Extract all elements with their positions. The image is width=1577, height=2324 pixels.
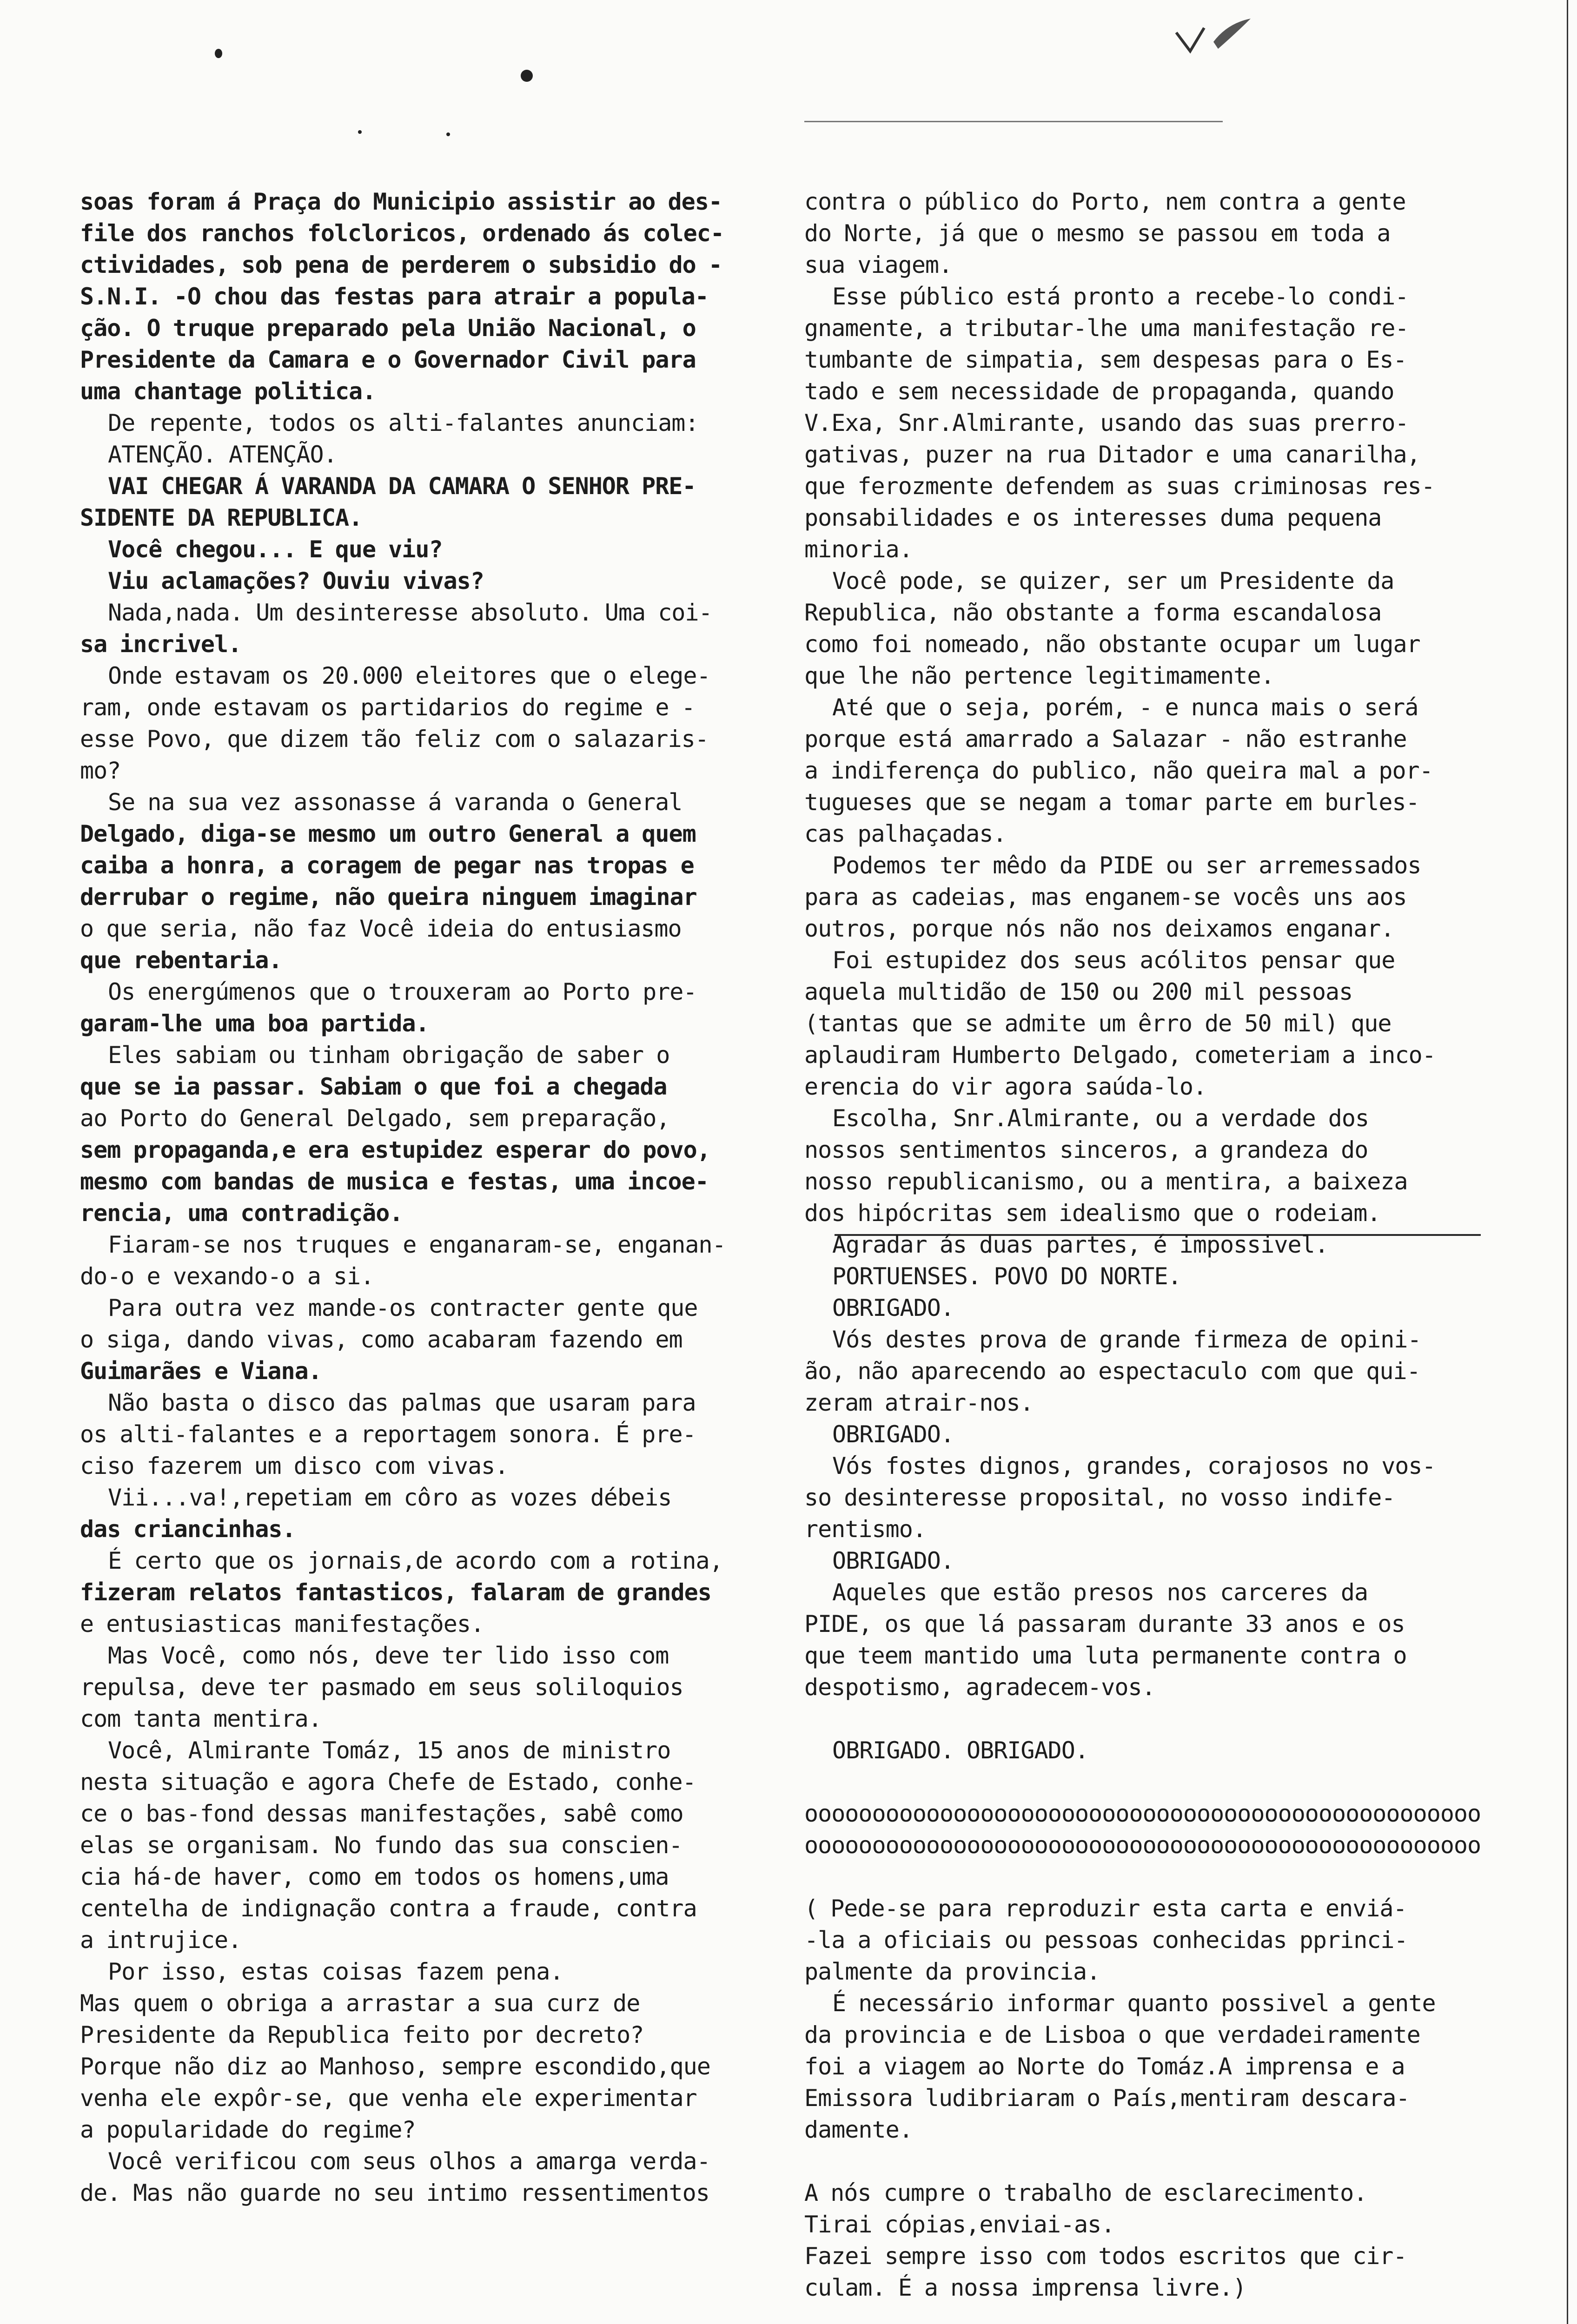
text-line: despotismo, agradecem-vos. (804, 1674, 1155, 1701)
text-line: Tirai cópias,enviai-as. (804, 2211, 1115, 2238)
text-line: De repente, todos os alti-falantes anunciam: (108, 409, 699, 436)
text-line: Nada,nada. Um desinteresse absoluto. Uma coi- (108, 599, 712, 626)
text-line: do-o e vexando-o a si. (80, 1263, 374, 1290)
text-line: ram, onde estavam os partidarios do regime e - (80, 694, 695, 721)
text-line: rencia, uma contradição. (80, 1200, 403, 1227)
text-line: como foi nomeado, não obstante ocupar um lugar (804, 631, 1420, 658)
text-line: uma chantage politica. (80, 378, 376, 405)
text-line: das criancinhas. (80, 1516, 296, 1543)
text-line: ( Pede-se para reproduzir esta carta e enviá- (804, 1895, 1407, 1922)
text-line: soas foram á Praça do Municipio assistir ao des- (80, 188, 722, 215)
text-line: Foi estupidez dos seus acólitos pensar que (832, 947, 1395, 974)
text-line: Podemos ter mêdo da PIDE ou ser arremessados (832, 852, 1421, 879)
text-line: garam-lhe uma boa partida. (80, 1010, 429, 1037)
text-line: Você chegou... E que viu? (108, 536, 443, 563)
text-line: cas palhaçadas. (804, 820, 1007, 847)
text-line: que lhe não pertence legitimamente. (804, 662, 1274, 689)
text-line: a intrujice. (80, 1927, 242, 1954)
text-line: A nós cumpre o trabalho de esclarecimento. (804, 2179, 1367, 2206)
text-line: Escolha, Snr.Almirante, ou a verdade dos (832, 1105, 1369, 1132)
punch-hole-mark (215, 49, 222, 58)
text-line: S.N.I. -O chou das festas para atrair a popula- (80, 283, 709, 310)
speck-mark (358, 130, 362, 134)
text-line: Por isso, estas coisas fazem pena. (108, 1958, 563, 1985)
text-line: ctividades, sob pena de perderem o subsidio do - (80, 251, 722, 278)
text-line: Os energúmenos que o trouxeram ao Porto pre- (108, 978, 697, 1005)
text-line: É necessário informar quanto possivel a gente (832, 1990, 1436, 2017)
text-line: contra o público do Porto, nem contra a gente (804, 188, 1406, 215)
text-line: Aqueles que estão presos nos carceres da (832, 1579, 1368, 1606)
text-line: rentismo. (804, 1516, 926, 1543)
text-line: ponsabilidades e os interesses duma pequena (804, 504, 1382, 531)
text-line: aplaudiram Humberto Delgado, cometeriam a inco- (804, 1042, 1436, 1069)
text-line: com tanta mentira. (80, 1705, 322, 1732)
text-line: Se na sua vez assonasse á varanda o General (108, 789, 682, 816)
text-line: Porque não diz ao Manhoso, sempre escondido,que (80, 2053, 710, 2080)
text-line: sa incrivel. (80, 631, 242, 658)
text-line: centelha de indignação contra a fraude, contra (80, 1895, 697, 1922)
text-line: que ferozmente defendem as suas criminosas res- (804, 473, 1435, 500)
text-line: do Norte, já que o mesmo se passou em toda a (804, 220, 1391, 247)
speck-mark (446, 132, 450, 136)
text-line: Guimarães e Viana. (80, 1358, 322, 1385)
text-line: ão, não aparecendo ao espectaculo com que qui- (804, 1358, 1420, 1385)
text-line: caiba a honra, a coragem de pegar nas tropas e (80, 852, 694, 879)
text-line: foi a viagem ao Norte do Tomáz.A imprensa e a (804, 2053, 1405, 2080)
text-line: aquela multidão de 150 ou 200 mil pessoas (804, 978, 1353, 1005)
text-line: Republica, não obstante a forma escandalosa (804, 599, 1382, 626)
text-line: venha ele expôr-se, que venha ele experimentar (80, 2085, 697, 2112)
text-line: zeram atrair-nos. (804, 1389, 1034, 1416)
text-line: culam. É a nossa imprensa livre.) (804, 2274, 1246, 2301)
spacer (804, 1766, 1506, 1798)
spacer (804, 1703, 1506, 1735)
text-line: Presidente da Republica feito por decreto? (80, 2021, 644, 2048)
text-line: para as cadeias, mas enganem-se vocês uns aos (804, 884, 1407, 911)
text-line: dos hipócritas sem idealismo que o rodeiam. (804, 1200, 1381, 1227)
text-line: Fazei sempre isso com todos escritos que cir- (804, 2243, 1407, 2270)
spacer (804, 1861, 1506, 1893)
text-line: OBRIGADO. (832, 1421, 954, 1448)
text-line: Delgado, diga-se mesmo um outro General a quem (80, 820, 696, 847)
text-line: fizeram relatos fantasticos, falaram de grandes (80, 1579, 711, 1606)
text-line: oooooooooooooooooooooooooooooooooooooooooooooooooo (804, 1832, 1481, 1859)
text-line: oooooooooooooooooooooooooooooooooooooooooooooooooo (804, 1800, 1481, 1827)
text-line: mo? (80, 757, 121, 784)
text-line: Viu aclamações? Ouviu vivas? (108, 568, 484, 594)
text-line: elas se organisam. No fundo das sua conscien- (80, 1832, 682, 1859)
text-line: Você, Almirante Tomáz, 15 anos de ministro (108, 1737, 671, 1764)
text-line: porque está amarrado a Salazar - não estranhe (804, 726, 1407, 753)
text-line: minoria. (804, 536, 913, 563)
text-line: nosso republicanismo, ou a mentira, a baixeza (804, 1168, 1408, 1195)
text-line: É certo que os jornais,de acordo com a rotina, (108, 1547, 723, 1574)
text-line: damente. (804, 2116, 913, 2143)
text-line: ATENÇÃO. ATENÇÃO. (108, 441, 337, 468)
text-line: so desinteresse proposital, no vosso indife- (804, 1484, 1395, 1511)
text-line: -la a oficiais ou pessoas conhecidas pprinci- (804, 1927, 1408, 1954)
text-line: tado e sem necessidade de propaganda, quando (804, 378, 1394, 405)
text-line: Mas quem o obriga a arrastar a sua curz de (80, 1990, 640, 2017)
text-line: ção. O truque preparado pela União Nacional, o (80, 315, 696, 342)
text-line: o que seria, não faz Você ideia do entusiasmo (80, 915, 682, 942)
text-line: Para outra vez mande-os contracter gente que (108, 1294, 698, 1321)
text-line: repulsa, deve ter pasmado em seus soliloquios (80, 1674, 683, 1701)
text-line: nesta situação e agora Chefe de Estado, conhe- (80, 1769, 696, 1796)
text-line: tumbante de simpatia, sem despesas para o Es- (804, 346, 1407, 373)
text-line: Esse público está pronto a recebe-lo condi- (832, 283, 1409, 310)
text-line: nossos sentimentos sinceros, a grandeza do (804, 1136, 1368, 1163)
text-line: sem propaganda,e era estupidez esperar do povo, (80, 1136, 710, 1163)
text-line: sua viagem. (804, 251, 953, 278)
text-line: OBRIGADO. (832, 1547, 954, 1574)
text-line: ciso fazerem um disco com vivas. (80, 1452, 509, 1479)
text-line: outros, porque nós não nos deixamos enganar. (804, 915, 1394, 942)
text-line: PORTUENSES. POVO DO NORTE. (832, 1263, 1181, 1290)
text-line: mesmo com bandas de musica e festas, uma incoe- (80, 1168, 709, 1195)
text-line: Vós fostes dignos, grandes, corajosos no vos- (832, 1452, 1436, 1479)
text-line: tugueses que se negam a tomar parte em burles- (804, 789, 1419, 816)
text-line: file dos ranchos folcloricos, ordenado ás colec- (80, 220, 724, 247)
text-line: a popularidade do regime? (80, 2116, 416, 2143)
text-line: Eles sabiam ou tinham obrigação de saber o (108, 1042, 670, 1069)
text-line: que rebentaria. (80, 947, 282, 974)
text-line: SIDENTE DA REPUBLICA. (80, 504, 363, 531)
text-line: Você verificou com seus olhos a amarga verda- (108, 2148, 710, 2175)
text-line: que teem mantido uma luta permanente contra o (804, 1642, 1407, 1669)
text-line: derrubar o regime, não queira ninguem imaginar (80, 884, 697, 911)
text-line: V.Exa, Snr.Almirante, usando das suas prerro- (804, 409, 1409, 436)
right-text-column (804, 186, 1506, 2304)
text-line: PIDE, os que lá passaram durante 33 anos e os (804, 1611, 1405, 1637)
punch-hole-mark (521, 70, 533, 82)
text-line: ce o bas-fond dessas manifestações, sabê como (80, 1800, 683, 1827)
text-line: e entusiasticas manifestações. (80, 1611, 484, 1637)
text-line: Vii...va!,repetiam em côro as vozes débeis (108, 1484, 672, 1511)
text-line: a indiferença do publico, não queira mal a por- (804, 757, 1433, 784)
text-line: Emissora ludibriaram o País,mentiram descara- (804, 2085, 1410, 2112)
spacer (804, 2146, 1506, 2177)
text-line: ao Porto do General Delgado, sem preparação, (80, 1105, 670, 1132)
text-line: Não basta o disco das palmas que usaram para (108, 1389, 696, 1416)
text-line: o siga, dando vivas, como acabaram fazendo em (80, 1326, 682, 1353)
text-line: erencia do vir agora saúda-lo. (804, 1073, 1207, 1100)
text-line: Vós destes prova de grande firmeza de opini- (832, 1326, 1421, 1353)
text-line: gnamente, a tributar-lhe uma manifestação re- (804, 315, 1409, 342)
text-line: (tantas que se admite um êrro de 50 mil) que (804, 1010, 1391, 1037)
text-line: VAI CHEGAR Á VARANDA DA CAMARA O SENHOR PRE- (108, 473, 696, 500)
text-line: palmente da provincia. (804, 1958, 1100, 1985)
text-line: os alti-falantes e a reportagem sonora. É pre- (80, 1421, 696, 1448)
right-edge-line (1567, 0, 1568, 2324)
text-line: Mas Você, como nós, deve ter lido isso com (108, 1642, 669, 1669)
left-text-column (80, 186, 824, 2209)
text-line: Você pode, se quizer, ser um Presidente da (832, 568, 1394, 594)
text-line: de. Mas não guarde no seu intimo ressentimentos (80, 2179, 709, 2206)
text-line: cia há-de haver, como em todos os homens,uma (80, 1863, 669, 1890)
handwritten-mark-icon (1172, 14, 1255, 65)
text-line: Agradar ás duas partes, é impossivel. (832, 1231, 1328, 1258)
text-line: Até que o seja, porém, - e nunca mais o será (832, 694, 1418, 721)
text-line: da provincia e de Lisboa o que verdadeiramente (804, 2021, 1420, 2048)
top-torn-line (804, 121, 1223, 122)
text-line: Presidente da Camara e o Governador Civil para (80, 346, 696, 373)
text-line: gativas, puzer na rua Ditador e uma canarilha, (804, 441, 1420, 468)
text-line: OBRIGADO. (832, 1294, 954, 1321)
text-line: esse Povo, que dizem tão feliz com o salazaris- (80, 726, 709, 753)
text-line: Onde estavam os 20.000 eleitores que o elege- (108, 662, 710, 689)
text-line: que se ia passar. Sabiam o que foi a chegada (80, 1073, 667, 1100)
text-line: Fiaram-se nos truques e enganaram-se, enganan- (108, 1231, 726, 1258)
text-line: OBRIGADO. OBRIGADO. (832, 1737, 1088, 1764)
